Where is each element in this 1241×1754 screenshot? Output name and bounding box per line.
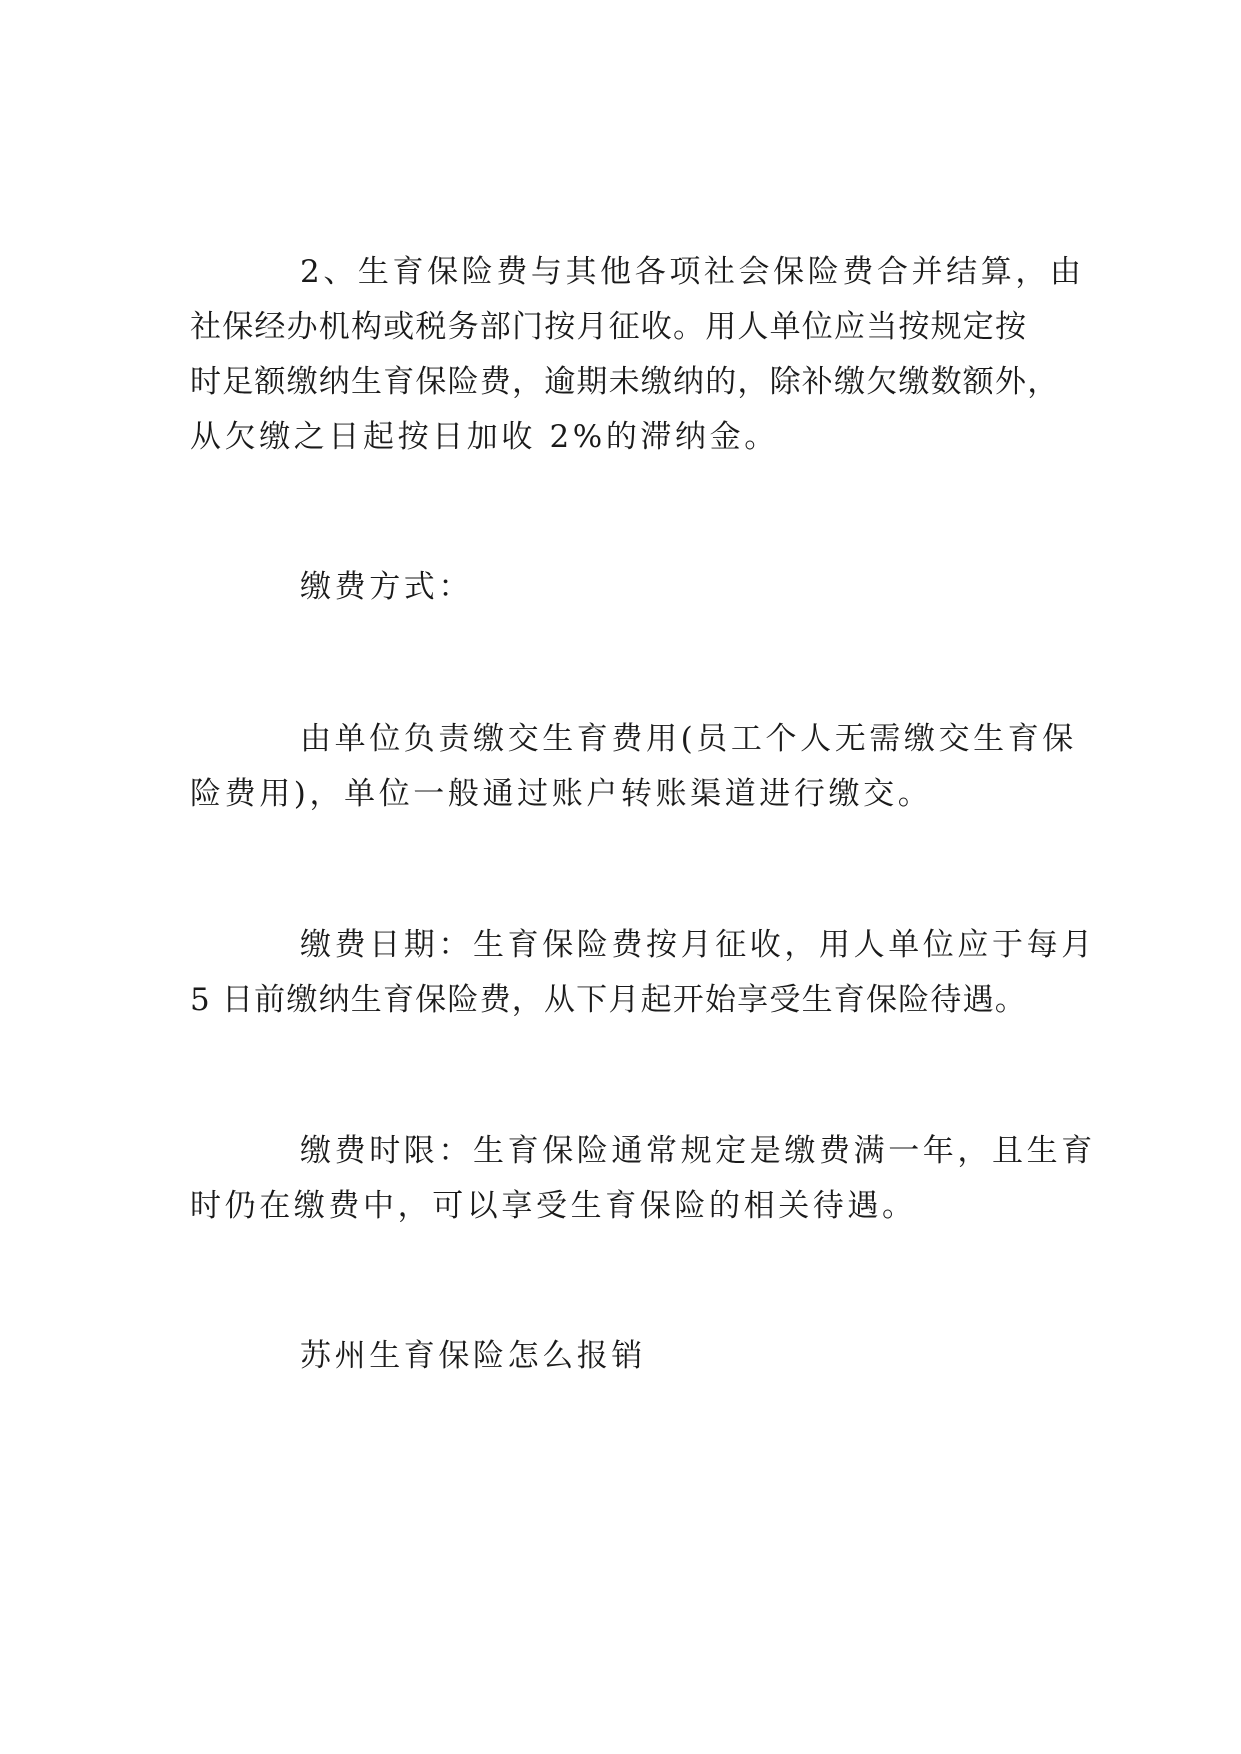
paragraph-1-line-4: 从欠缴之日起按日加收 2%的滞纳金。 — [190, 419, 779, 455]
paragraph-2-line-1: 由单位负责缴交生育费用(员工个人无需缴交生育保 — [300, 721, 1077, 757]
section-heading-suzhou-reimbursement: 苏州生育保险怎么报销 — [300, 1338, 646, 1374]
paragraph-4-line-2: 时仍在缴费中，可以享受生育保险的相关待遇。 — [190, 1188, 917, 1224]
paragraph-3-line-1: 缴费日期：生育保险费按月征收，用人单位应于每月 — [300, 927, 1096, 963]
paragraph-1-line-3: 时足额缴纳生育保险费，逾期未缴纳的，除补缴欠缴数额外， — [190, 364, 1060, 400]
section-heading-payment-method: 缴费方式： — [300, 569, 473, 605]
paragraph-2-line-2: 险费用)，单位一般通过账户转账渠道进行缴交。 — [190, 776, 933, 812]
paragraph-4-line-1: 缴费时限：生育保险通常规定是缴费满一年，且生育 — [300, 1133, 1096, 1169]
paragraph-3-line-2: 5 日前缴纳生育保险费，从下月起开始享受生育保险待遇。 — [190, 982, 1027, 1018]
paragraph-1-line-1: 2、生育保险费与其他各项社会保险费合并结算，由 — [300, 254, 1085, 290]
paragraph-1-line-2: 社保经办机构或税务部门按月征收。用人单位应当按规定按 — [190, 309, 1028, 345]
